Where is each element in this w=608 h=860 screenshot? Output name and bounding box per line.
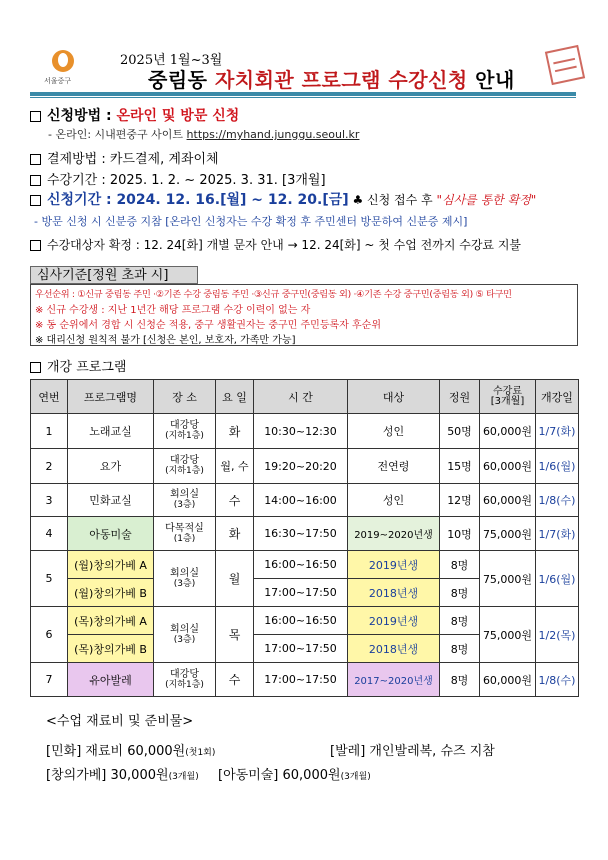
- cell-name: 요가: [68, 449, 154, 484]
- cell-day: 목: [216, 607, 254, 663]
- apply-period-text: 신청기간 : 2024. 12. 16.[월] ~ 12. 20.[금]: [47, 192, 349, 208]
- page-title: [148, 64, 515, 93]
- cell-fee: 60,000원: [480, 484, 536, 517]
- program-period: 2025년 1월~3월: [120, 53, 223, 68]
- cell-day: 화: [216, 517, 254, 551]
- header-day: 요 일: [216, 380, 254, 414]
- cell-target: 성인: [348, 414, 440, 449]
- online-line: [48, 126, 359, 142]
- cell-time: 19:20~20:20: [254, 449, 348, 484]
- cell-place: [154, 551, 216, 607]
- table-row: [31, 414, 579, 449]
- table-row: [31, 484, 579, 517]
- apply-note: ♣ 신청 접수 후: [348, 193, 437, 207]
- cell-capacity: 8명: [440, 579, 480, 607]
- materials-minhwa-label: [민화] 재료비 60,000원: [46, 744, 186, 759]
- cell-capacity: 15명: [440, 449, 480, 484]
- criteria-line-2: ※ 신규 수강생 : 지난 1년간 해당 프로그램 수강 이력이 없는 자: [35, 305, 311, 316]
- header-rule-thin: [30, 97, 576, 98]
- materials-art-label: [아동미술] 60,000원: [218, 768, 341, 783]
- cell-no: 7: [31, 663, 68, 697]
- payment-text: 결제방법 : 카드결제, 계좌이체: [47, 152, 219, 167]
- method-line: [30, 105, 239, 125]
- materials-gabe-sub: (3개월): [168, 772, 199, 782]
- cell-time: 17:00~17:50: [254, 635, 348, 663]
- header-time: 시 간: [254, 380, 348, 414]
- cell-place: [154, 484, 216, 517]
- header-fee: [480, 380, 536, 414]
- title-part-1: 중림동: [148, 68, 215, 92]
- cell-place-floor: (3층): [173, 634, 196, 645]
- cell-start: 1/7(화): [536, 414, 579, 449]
- cell-capacity: 10명: [440, 517, 480, 551]
- table-row: [31, 449, 579, 484]
- materials-art-sub: (3개월): [340, 772, 371, 782]
- course-period-text: 수강기간 : 2025. 1. 2. ~ 2025. 3. 31. [3개월]: [47, 173, 326, 188]
- method-value: 온라인 및 방문 신청: [116, 108, 240, 124]
- cell-place-floor: (지하1층): [165, 431, 204, 441]
- cell-target: 2017~2020년생: [348, 663, 440, 697]
- cell-no: 2: [31, 449, 68, 484]
- header-name: 프로그램명: [68, 380, 154, 414]
- online-label: - 온라인: 시내편중구 사이트: [48, 128, 187, 141]
- cell-day: 월, 수: [216, 449, 254, 484]
- cell-place-name: 다목적실: [165, 522, 204, 534]
- table-row: [31, 551, 579, 579]
- cell-place-name: 대강당: [170, 420, 199, 431]
- course-period-line: [30, 169, 326, 188]
- cell-target: 성인: [348, 484, 440, 517]
- cell-place-name: 대강당: [170, 668, 199, 680]
- title-part-3: 안내: [467, 68, 515, 92]
- cell-fee: 75,000원: [480, 607, 536, 663]
- cell-no: 4: [31, 517, 68, 551]
- cell-fee: 75,000원: [480, 551, 536, 607]
- header-fee-period: [3개월]: [490, 395, 525, 407]
- cell-no: 6: [31, 607, 68, 663]
- cell-start: 1/8(수): [536, 484, 579, 517]
- confirm-text: 수강대상자 확정 : 12. 24[화] 개별 문자 안내 → 12. 24[화] ~ 첫 수업 전까지 수강료 지불: [47, 238, 522, 252]
- cell-target: 2019~2020년생: [348, 517, 440, 551]
- header-start: 개강일: [536, 380, 579, 414]
- cell-name: (월)창의가베 B: [68, 579, 154, 607]
- criteria-box: [30, 284, 578, 346]
- cell-day: 수: [216, 484, 254, 517]
- cell-time: 17:00~17:50: [254, 663, 348, 697]
- cell-place: [154, 449, 216, 484]
- cell-name: 민화교실: [68, 484, 154, 517]
- cell-start: 1/2(목): [536, 607, 579, 663]
- materials-ballet: [발레] 개인발레복, 슈즈 지참: [330, 744, 495, 759]
- cell-time: 17:00~17:50: [254, 579, 348, 607]
- cell-target: 2018년생: [348, 579, 440, 607]
- cell-day: 월: [216, 551, 254, 607]
- cell-place: [154, 607, 216, 663]
- cell-place: [154, 414, 216, 449]
- program-table: [30, 379, 579, 697]
- materials-gabe-label: [창의가베] 30,000원: [46, 768, 169, 783]
- cell-name: (월)창의가베 A: [68, 551, 154, 579]
- cell-no: 5: [31, 551, 68, 607]
- cell-time: 16:30~17:50: [254, 517, 348, 551]
- table-row: [31, 663, 579, 697]
- cell-place: [154, 517, 216, 551]
- checkbox-icon: [30, 111, 41, 122]
- cell-time: 14:00~16:00: [254, 484, 348, 517]
- header-rule: [30, 92, 576, 96]
- cell-capacity: 8명: [440, 551, 480, 579]
- confirm-line: [30, 236, 521, 253]
- table-row: [31, 607, 579, 635]
- payment-line: [30, 148, 219, 167]
- apply-note-highlight: "심사를 통한 확정": [436, 193, 537, 207]
- cell-no: 1: [31, 414, 68, 449]
- cell-day: 수: [216, 663, 254, 697]
- cell-time: 16:00~16:50: [254, 607, 348, 635]
- cell-place-name: 회의실: [170, 489, 199, 500]
- cell-target: 2019년생: [348, 607, 440, 635]
- checkbox-icon: [30, 362, 41, 373]
- cell-place-floor: (지하1층): [165, 679, 204, 690]
- checkbox-icon: [30, 195, 41, 206]
- cell-place: [154, 663, 216, 697]
- cell-start: 1/6(월): [536, 551, 579, 607]
- criteria-label: 심사기준[정원 초과 시]: [30, 266, 198, 284]
- cell-name: 아동미술: [68, 517, 154, 551]
- materials-gabe: [46, 764, 199, 783]
- cell-fee: 60,000원: [480, 414, 536, 449]
- checkbox-icon: [30, 175, 41, 186]
- cell-capacity: 50명: [440, 414, 480, 449]
- cell-time: 16:00~16:50: [254, 551, 348, 579]
- materials-minhwa: [46, 740, 215, 759]
- cell-start: 1/6(월): [536, 449, 579, 484]
- method-label: 신청방법 :: [47, 108, 117, 124]
- district-logo-icon: [52, 50, 74, 72]
- visit-note-line: [34, 213, 467, 229]
- cell-day: 화: [216, 414, 254, 449]
- cell-capacity: 8명: [440, 607, 480, 635]
- cell-capacity: 8명: [440, 635, 480, 663]
- cell-name: (목)창의가베 A: [68, 607, 154, 635]
- cell-target: 전연령: [348, 449, 440, 484]
- cell-capacity: 8명: [440, 663, 480, 697]
- cell-start: 1/7(화): [536, 517, 579, 551]
- cell-name: 노래교실: [68, 414, 154, 449]
- cell-name: (목)창의가베 B: [68, 635, 154, 663]
- cell-name: 유아발레: [68, 663, 154, 697]
- cell-start: 1/8(수): [536, 663, 579, 697]
- checkbox-icon: [30, 154, 41, 165]
- header-no: 연번: [31, 380, 68, 414]
- cell-fee: 60,000원: [480, 663, 536, 697]
- cell-place-name: 대강당: [170, 455, 199, 466]
- cell-fee: 75,000원: [480, 517, 536, 551]
- online-url-link[interactable]: https://myhand.junggu.seoul.kr: [186, 128, 360, 141]
- cell-no: 3: [31, 484, 68, 517]
- criteria-line-3: ※ 동 순위에서 경합 시 신청순 적용, 중구 생활권자는 중구민 주민등록자 후순위: [35, 320, 381, 331]
- cell-place-floor: (3층): [173, 578, 196, 589]
- header-capacity: 정원: [440, 380, 480, 414]
- checkbox-icon: [30, 240, 41, 251]
- cell-place-floor: (3층): [173, 500, 196, 510]
- header-fee-label: 수강료: [493, 385, 522, 397]
- program-section-label: 개강 프로그램: [47, 360, 127, 375]
- official-stamp-icon: [545, 45, 585, 85]
- table-header-row: [31, 380, 579, 414]
- cell-time: 10:30~12:30: [254, 414, 348, 449]
- visit-note-text: - 방문 신청 시 신분증 지참 [온라인 신청자는 수강 확정 후 주민센터 방문하여 신분증 제시]: [34, 215, 468, 228]
- header-place: 장 소: [154, 380, 216, 414]
- criteria-line-4: ※ 대리신청 원칙적 불가 [신청은 본인, 보호자, 가족만 가능]: [35, 335, 296, 346]
- program-section: [30, 356, 126, 375]
- apply-period-line: [30, 189, 536, 209]
- table-row: [31, 517, 579, 551]
- criteria-priority: 우선순위 : ①신규 중림동 주민 ·②기존 수강 중림동 주민 ·③신규 중구민(중림동 외) ·④기존 수강 중구민(중림동 외) ⑤ 타구민: [35, 289, 512, 300]
- materials-title: <수업 재료비 및 준비물>: [46, 714, 194, 729]
- cell-fee: 60,000원: [480, 449, 536, 484]
- cell-target: 2018년생: [348, 635, 440, 663]
- header-target: 대상: [348, 380, 440, 414]
- cell-place-floor: (지하1층): [165, 466, 204, 476]
- district-logo-text: 서울중구: [44, 77, 72, 85]
- cell-place-name: 회의실: [170, 567, 199, 579]
- title-part-2: 자치회관 프로그램 수강신청: [214, 68, 468, 92]
- materials-minhwa-sub: (첫1회): [185, 748, 216, 758]
- cell-place-floor: (1층): [173, 533, 196, 544]
- cell-target: 2019년생: [348, 551, 440, 579]
- cell-capacity: 12명: [440, 484, 480, 517]
- cell-place-name: 회의실: [170, 623, 199, 635]
- materials-art: [218, 764, 371, 783]
